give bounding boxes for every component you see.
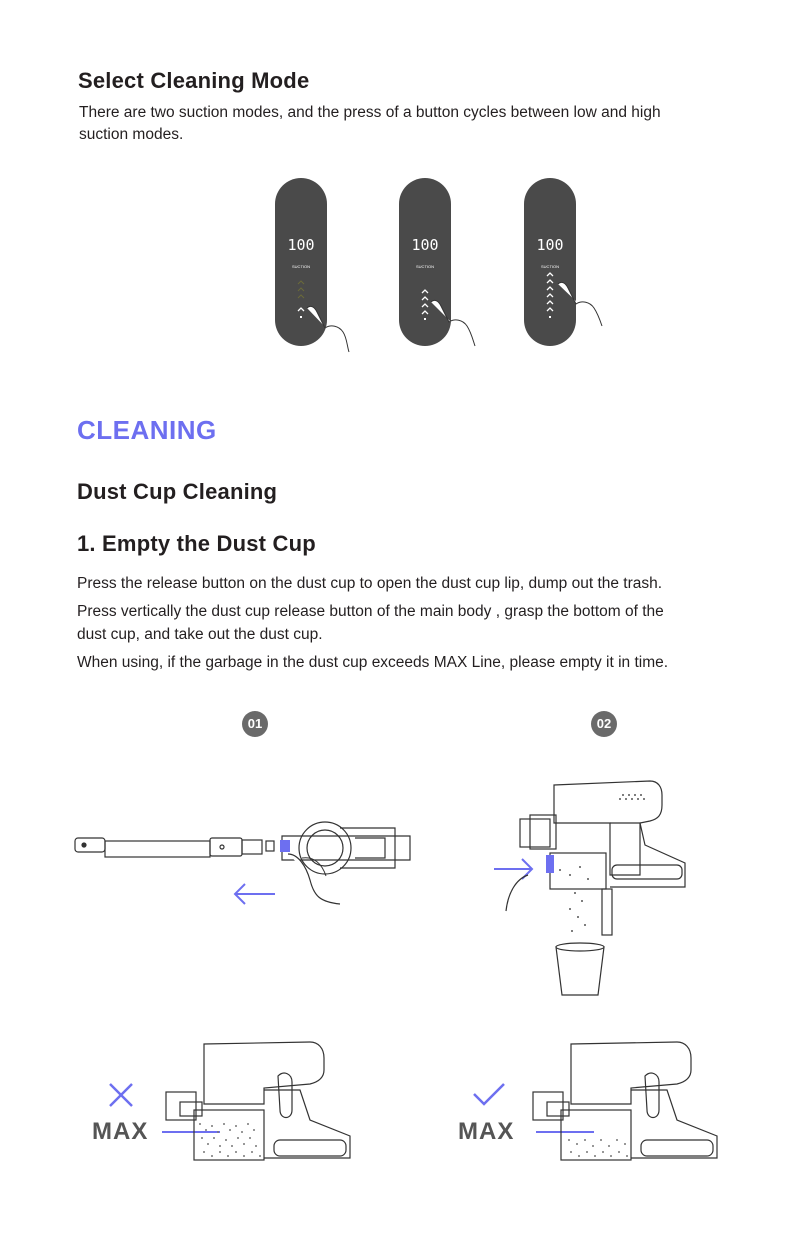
panel-display: 100 bbox=[287, 236, 315, 254]
dust-particles bbox=[568, 1139, 628, 1157]
control-panel-high bbox=[524, 178, 576, 346]
instruction-para2-line2: dust cup, and take out the dust cup. bbox=[77, 626, 323, 643]
finger-press-icon bbox=[303, 302, 353, 354]
max-label-correct: MAX bbox=[458, 1118, 515, 1145]
instruction-para3: When using, if the garbage in the dust cup exceeds MAX Line, please empty it in time. bbox=[77, 654, 669, 671]
empty-dust-cup-title: 1. Empty the Dust Cup bbox=[77, 531, 316, 556]
panel-display: 100 bbox=[536, 236, 564, 254]
panel-label: SUCTION bbox=[292, 264, 310, 269]
panel-label: SUCTION bbox=[541, 264, 559, 269]
instruction-para2-line1: Press vertically the dust cup release button of the main body , grasp the bottom of the bbox=[77, 603, 664, 620]
mode-desc-line2: suction modes. bbox=[79, 126, 184, 143]
cross-icon bbox=[108, 1082, 134, 1108]
control-panel-low bbox=[275, 178, 327, 346]
mode-desc-line1: There are two suction modes, and the press of a button cycles between low and high bbox=[79, 104, 661, 121]
finger-press-icon bbox=[427, 296, 479, 348]
panel-label: SUCTION bbox=[416, 264, 434, 269]
detach-tube-illustration bbox=[70, 810, 420, 915]
panel-display: 100 bbox=[411, 236, 439, 254]
step-badge-01: 01 bbox=[242, 711, 268, 737]
dust-particles bbox=[199, 1123, 261, 1157]
mode-title: Select Cleaning Mode bbox=[78, 68, 310, 93]
finger-press-icon bbox=[554, 278, 606, 328]
left-arrow-icon bbox=[235, 884, 275, 904]
step-badge-02: 02 bbox=[591, 711, 617, 737]
correct-dust-cup-illustration bbox=[527, 1040, 727, 1165]
dust-cup-cleaning-title: Dust Cup Cleaning bbox=[77, 479, 278, 504]
max-label-wrong: MAX bbox=[92, 1118, 149, 1145]
remove-dust-cup-illustration bbox=[490, 775, 700, 1000]
checkmark-icon bbox=[472, 1082, 506, 1108]
cleaning-section-title: CLEANING bbox=[77, 415, 217, 445]
instruction-para1: Press the release button on the dust cup to open the dust cup lip, dump out the trash. bbox=[77, 575, 663, 592]
overfilled-dust-cup-illustration bbox=[160, 1040, 360, 1165]
control-panel-mid bbox=[399, 178, 451, 346]
trash-bin-icon bbox=[556, 947, 604, 995]
